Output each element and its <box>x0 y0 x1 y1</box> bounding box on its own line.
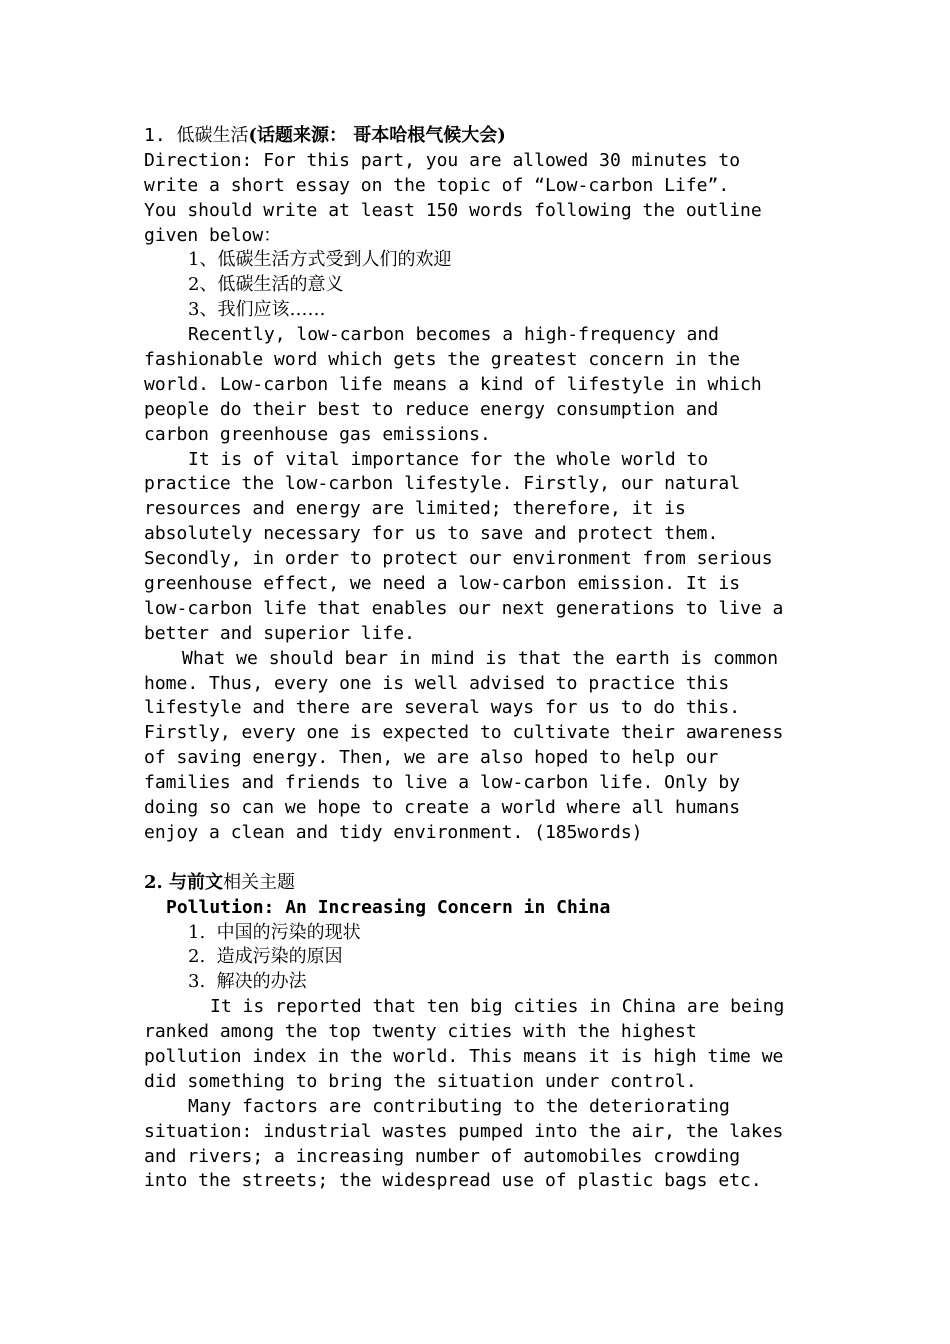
paragraph-line: practice the low-carbon lifestyle. Firstly, our natural <box>144 473 741 495</box>
section2-outline <box>144 921 809 996</box>
section1-paragraph-3 <box>144 647 809 846</box>
paragraph-line: situation: industrial wastes pumped into the air, the lakes <box>144 1120 784 1142</box>
outline-item: 3. 解决的办法 <box>188 971 307 993</box>
paragraph-first-line: It is reported that ten big cities in China are being <box>210 996 785 1018</box>
section1-paragraph-2 <box>144 448 809 647</box>
paragraph-line: low-carbon life that enables our next generations to live a <box>144 597 784 619</box>
paragraph-line: lifestyle and there are several ways for us to do this. <box>144 697 741 719</box>
document-page <box>144 124 809 1194</box>
paragraph-first-line: It is of vital importance for the whole world to <box>188 448 709 470</box>
section1-paragraph-1 <box>144 323 809 447</box>
paragraph-line: resources and energy are limited; therefore, it is <box>144 498 686 520</box>
section2-paragraph-2 <box>144 1095 809 1195</box>
paragraph-line: absolutely necessary for us to save and protect them. <box>144 523 719 545</box>
outline-item: 1. 中国的污染的现状 <box>188 921 361 943</box>
direction-line: You should write at least 150 words following the outline <box>144 199 762 221</box>
paragraph-line: fashionable word which gets the greatest concern in the <box>144 349 741 371</box>
paragraph-first-line: What we should bear in mind is that the earth is common <box>182 647 779 669</box>
paragraph-line: pollution index in the world. This means it is high time we <box>144 1045 784 1067</box>
section1-heading-title: 低碳生活 <box>176 125 249 146</box>
paragraph-line: better and superior life. <box>144 622 415 644</box>
section2-heading-rest: 相关主题 <box>223 871 296 893</box>
paragraph-line: Firstly, every one is expected to cultivate their awareness <box>144 722 784 744</box>
paragraph-line: doing so can we hope to create a world where all humans <box>144 797 741 819</box>
direction-line: Direction: For this part, you are allowed 30 minutes to <box>144 149 741 171</box>
paragraph-line: carbon greenhouse gas emissions. <box>144 423 491 445</box>
outline-item: 2、低碳生活的意义 <box>188 274 344 296</box>
section1-heading-number: 1. <box>144 125 177 146</box>
paragraph-first-line: Many factors are contributing to the deteriorating <box>188 1095 730 1117</box>
section2-title: Pollution: An Increasing Concern in China <box>166 896 611 918</box>
direction-line: write a short essay on the topic of “Low-carbon Life”. <box>144 174 730 196</box>
paragraph-line: greenhouse effect, we need a low-carbon emission. It is <box>144 573 741 595</box>
section2-paragraph-1 <box>144 995 809 1095</box>
paragraph-line: ranked among the top twenty cities with the highest <box>144 1021 697 1043</box>
paragraph-line: people do their best to reduce energy consumption and <box>144 398 719 420</box>
paragraph-line: into the streets; the widespread use of plastic bags etc. <box>144 1170 762 1192</box>
outline-item: 1、低碳生活方式受到人们的欢迎 <box>188 249 452 271</box>
paragraph-line: Secondly, in order to protect our environment from serious <box>144 548 773 570</box>
section1-heading <box>144 124 809 149</box>
section1-heading-source: (话题来源： 哥本哈根气候大会) <box>248 125 506 146</box>
paragraph-line: and rivers; a increasing number of automobiles crowding <box>144 1145 741 1167</box>
paragraph-line: did something to bring the situation under control. <box>144 1070 697 1092</box>
section2-heading-bold: 2. 与前文 <box>144 871 224 893</box>
section1-direction <box>144 149 809 249</box>
section1-outline <box>144 248 809 323</box>
paragraph-line: families and friends to live a low-carbon life. Only by <box>144 772 741 794</box>
direction-line: given below： <box>144 224 282 246</box>
outline-item: 2. 造成污染的原因 <box>188 946 343 968</box>
paragraph-line: world. Low-carbon life means a kind of lifestyle in which <box>144 373 762 395</box>
paragraph-first-line: Recently, low-carbon becomes a high-frequency and <box>188 324 720 346</box>
paragraph-line: home. Thus, every one is well advised to practice this <box>144 672 730 694</box>
section-gap <box>144 846 809 871</box>
paragraph-line: enjoy a clean and tidy environment. (185words) <box>144 821 643 843</box>
paragraph-line: of saving energy. Then, we are also hoped to help our <box>144 747 719 769</box>
outline-item: 3、我们应该…… <box>188 299 326 321</box>
section2-heading <box>144 871 809 896</box>
